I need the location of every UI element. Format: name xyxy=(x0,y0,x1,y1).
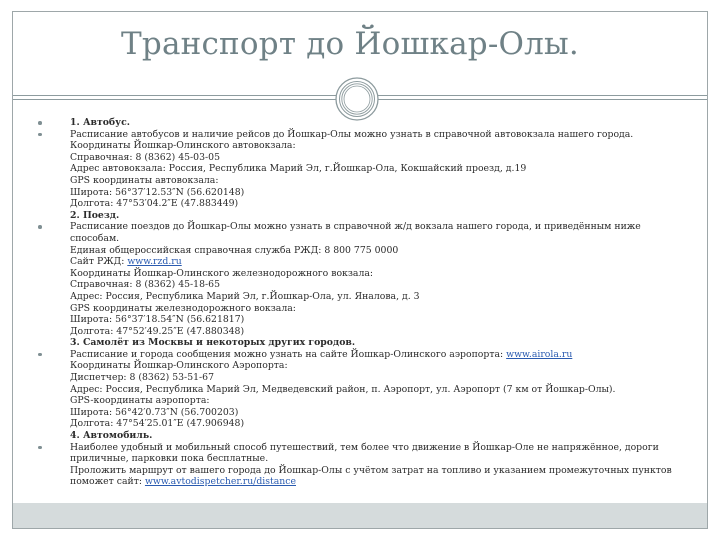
airola-link[interactable]: www.airola.ru xyxy=(506,348,573,360)
bullet-icon xyxy=(38,446,42,450)
text-line: GPS координаты автовокзала: xyxy=(70,174,219,186)
section-heading-car: 4. Автомобиль. xyxy=(70,430,153,442)
text-line: Единая общероссийская справочная служба РЖД: 8 800 775 0000 xyxy=(70,244,399,256)
text-line-airport-site xyxy=(70,349,678,361)
content-list xyxy=(38,117,678,488)
section-heading-train: 2. Поезд. xyxy=(70,209,120,221)
text-line: Координаты Йошкар-Олинского автовокзала: xyxy=(70,140,296,152)
list-item-bus-info xyxy=(38,129,678,222)
text-line: Расписание поездов до Йошкар-Олы можно узнать в справочной ж/д вокзала нашего города, и приведённым ниже способам. xyxy=(70,221,641,244)
avtodispetcher-link[interactable]: www.avtodispetcher.ru/distance xyxy=(144,476,296,488)
text-line: Широта: 56°37′18.54″N (56.621817) xyxy=(70,314,245,326)
text-line: Широта: 56°42′0.73″N (56.700203) xyxy=(70,406,239,418)
text-line: Справочная: 8 (8362) 45-18-65 xyxy=(70,279,220,291)
text-line-route xyxy=(70,465,678,488)
text-line: Долгота: 47°54′25.01″E (47.906948) xyxy=(70,418,245,430)
list-item-train-info xyxy=(38,221,678,349)
text-line: Адрес: Россия, Республика Марий Эл, Медведевский район, п. Аэропорт, ул. Аэропорт (7 км от Йошкар-Олы). xyxy=(70,383,616,395)
site-label: Сайт РЖД: xyxy=(70,256,128,268)
text-line: Координаты Йошкар-Олинского Аэропорта: xyxy=(70,360,288,372)
text-line: GPS координаты железнодорожного вокзала: xyxy=(70,302,296,314)
route-text: Проложить маршрут от вашего города до Йошкар-Олы с учётом затрат на топливо и указанием промежуточных пунктов поможет сайт: xyxy=(70,464,672,488)
text-line: Долгота: 47°53′04.2″E (47.883449) xyxy=(70,198,239,210)
bullet-icon xyxy=(38,121,42,125)
airport-lead-text: Расписание и города сообщения можно узнать на сайте Йошкар-Олинского аэропорта: xyxy=(70,348,507,360)
section-heading-plane: 3. Самолёт из Москвы и некоторых других городов. xyxy=(70,337,356,349)
bullet-icon xyxy=(38,353,42,357)
text-line: Расписание автобусов и наличие рейсов до Йошкар-Олы можно узнать в справочной автовокзала нашего города. xyxy=(70,128,634,140)
list-item-car-info xyxy=(38,442,678,488)
list-item-bus xyxy=(38,117,678,129)
bullet-icon xyxy=(38,133,42,137)
bullet-icon xyxy=(38,225,42,229)
text-line: GPS-координаты аэропорта: xyxy=(70,395,210,407)
text-line-site xyxy=(70,256,678,268)
text-line: Диспетчер: 8 (8362) 53-51-67 xyxy=(70,372,215,384)
text-line: Справочная: 8 (8362) 45-03-05 xyxy=(70,151,220,163)
ring-ornament-icon xyxy=(334,76,380,122)
section-heading-bus: 1. Автобус. xyxy=(70,117,130,128)
rzd-link[interactable]: www.rzd.ru xyxy=(127,256,182,268)
text-line: Долгота: 47°52′49.25″E (47.880348) xyxy=(70,325,245,337)
text-line: Наиболее удобный и мобильный способ путешествий, тем более что движение в Йошкар-Оле не напряжённое, дороги приличные, парковки пока бесплатные. xyxy=(70,441,659,465)
list-item-plane-info xyxy=(38,349,678,442)
text-line: Адрес: Россия, Республика Марий Эл, г.Йошкар-Ола, ул. Яналова, д. 3 xyxy=(70,290,420,302)
footer-band xyxy=(13,503,707,528)
text-line: Координаты Йошкар-Олинского железнодорожного вокзала: xyxy=(70,267,374,279)
text-line: Широта: 56°37′12.53″N (56.620148) xyxy=(70,186,245,198)
text-line: Адрес автовокзала: Россия, Республика Марий Эл, г.Йошкар-Ола, Кокшайский проезд, д.19 xyxy=(70,163,527,175)
page-title: Транспорт до Йошкар-Олы. xyxy=(121,26,579,62)
